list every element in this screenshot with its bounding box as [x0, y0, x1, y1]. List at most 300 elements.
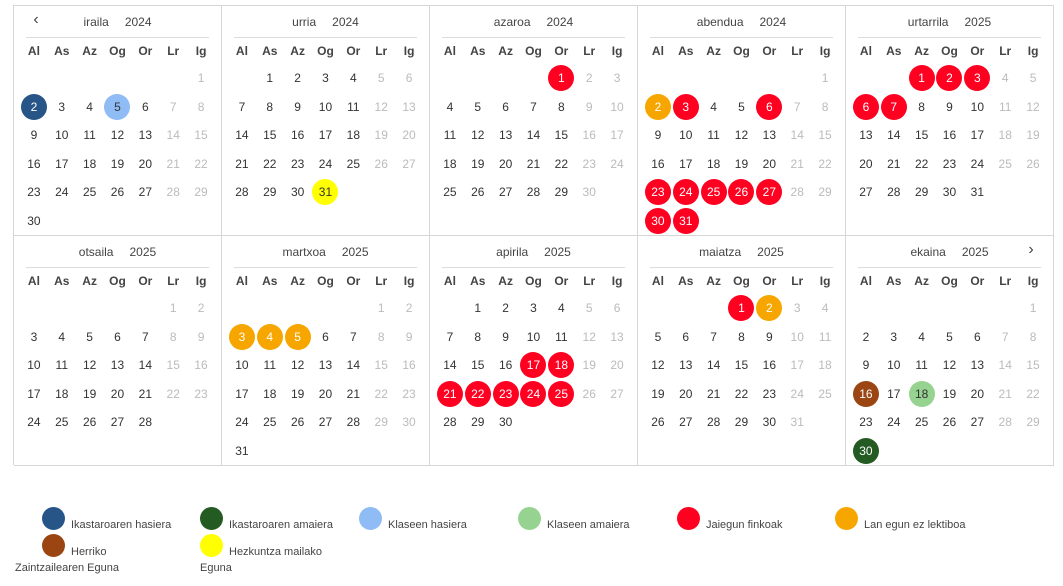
- day-cell[interactable]: [76, 351, 104, 380]
- day-cell[interactable]: [603, 351, 631, 380]
- day-cell[interactable]: [936, 380, 964, 409]
- day-cell[interactable]: [20, 380, 48, 409]
- day-cell[interactable]: [783, 93, 811, 122]
- day-cell[interactable]: [728, 150, 756, 179]
- day-cell[interactable]: [284, 408, 312, 437]
- day-cell[interactable]: [187, 121, 215, 150]
- day-cell[interactable]: [575, 64, 603, 93]
- day-cell[interactable]: [312, 408, 340, 437]
- day-cell[interactable]: [312, 323, 340, 352]
- day-cell[interactable]: [228, 351, 256, 380]
- day-cell[interactable]: [575, 294, 603, 323]
- day-cell[interactable]: [755, 93, 783, 122]
- day-cell[interactable]: [312, 121, 340, 150]
- day-cell[interactable]: [908, 121, 936, 150]
- day-cell[interactable]: [159, 93, 187, 122]
- day-cell[interactable]: [159, 178, 187, 207]
- day-cell[interactable]: [755, 294, 783, 323]
- day-cell[interactable]: [811, 64, 839, 93]
- day-cell[interactable]: [256, 93, 284, 122]
- day-cell[interactable]: [187, 150, 215, 179]
- day-cell[interactable]: [367, 323, 395, 352]
- day-cell[interactable]: [464, 294, 492, 323]
- day-cell[interactable]: [547, 121, 575, 150]
- day-cell[interactable]: [159, 323, 187, 352]
- day-cell[interactable]: [728, 323, 756, 352]
- day-cell[interactable]: [547, 380, 575, 409]
- day-cell[interactable]: [852, 178, 880, 207]
- day-cell[interactable]: [755, 150, 783, 179]
- day-cell[interactable]: [76, 150, 104, 179]
- day-cell[interactable]: [228, 150, 256, 179]
- day-cell[interactable]: [700, 323, 728, 352]
- day-cell[interactable]: [256, 178, 284, 207]
- day-cell[interactable]: [700, 408, 728, 437]
- day-cell[interactable]: [755, 351, 783, 380]
- day-cell[interactable]: [228, 380, 256, 409]
- day-cell[interactable]: [672, 178, 700, 207]
- day-cell[interactable]: [811, 294, 839, 323]
- day-cell[interactable]: [436, 323, 464, 352]
- day-cell[interactable]: [991, 408, 1019, 437]
- day-cell[interactable]: [104, 408, 132, 437]
- day-cell[interactable]: [131, 323, 159, 352]
- day-cell[interactable]: [936, 93, 964, 122]
- day-cell[interactable]: [755, 380, 783, 409]
- day-cell[interactable]: [547, 323, 575, 352]
- day-cell[interactable]: [991, 380, 1019, 409]
- day-cell[interactable]: [783, 408, 811, 437]
- day-cell[interactable]: [603, 323, 631, 352]
- day-cell[interactable]: [783, 380, 811, 409]
- day-cell[interactable]: [464, 178, 492, 207]
- day-cell[interactable]: [991, 64, 1019, 93]
- day-cell[interactable]: [852, 121, 880, 150]
- day-cell[interactable]: [464, 150, 492, 179]
- day-cell[interactable]: [436, 121, 464, 150]
- day-cell[interactable]: [284, 121, 312, 150]
- day-cell[interactable]: [963, 351, 991, 380]
- day-cell[interactable]: [395, 93, 423, 122]
- day-cell[interactable]: [131, 150, 159, 179]
- day-cell[interactable]: [520, 323, 548, 352]
- day-cell[interactable]: [395, 294, 423, 323]
- day-cell[interactable]: [436, 178, 464, 207]
- day-cell[interactable]: [436, 351, 464, 380]
- day-cell[interactable]: [880, 93, 908, 122]
- day-cell[interactable]: [312, 150, 340, 179]
- day-cell[interactable]: [228, 437, 256, 466]
- day-cell[interactable]: [644, 408, 672, 437]
- day-cell[interactable]: [104, 150, 132, 179]
- day-cell[interactable]: [131, 408, 159, 437]
- day-cell[interactable]: [783, 178, 811, 207]
- day-cell[interactable]: [284, 64, 312, 93]
- day-cell[interactable]: [520, 121, 548, 150]
- day-cell[interactable]: [159, 121, 187, 150]
- day-cell[interactable]: [908, 178, 936, 207]
- day-cell[interactable]: [367, 294, 395, 323]
- day-cell[interactable]: [520, 351, 548, 380]
- day-cell[interactable]: [644, 323, 672, 352]
- day-cell[interactable]: [436, 150, 464, 179]
- day-cell[interactable]: [520, 380, 548, 409]
- day-cell[interactable]: [395, 121, 423, 150]
- day-cell[interactable]: [492, 121, 520, 150]
- day-cell[interactable]: [575, 93, 603, 122]
- day-cell[interactable]: [963, 64, 991, 93]
- day-cell[interactable]: [395, 380, 423, 409]
- day-cell[interactable]: [783, 351, 811, 380]
- day-cell[interactable]: [963, 380, 991, 409]
- day-cell[interactable]: [104, 323, 132, 352]
- day-cell[interactable]: [936, 351, 964, 380]
- day-cell[interactable]: [547, 150, 575, 179]
- day-cell[interactable]: [644, 121, 672, 150]
- day-cell[interactable]: [963, 408, 991, 437]
- day-cell[interactable]: [728, 93, 756, 122]
- next-month-icon[interactable]: ›: [1028, 241, 1034, 258]
- day-cell[interactable]: [963, 178, 991, 207]
- day-cell[interactable]: [284, 93, 312, 122]
- day-cell[interactable]: [908, 64, 936, 93]
- day-cell[interactable]: [908, 150, 936, 179]
- day-cell[interactable]: [395, 323, 423, 352]
- day-cell[interactable]: [880, 323, 908, 352]
- day-cell[interactable]: [464, 93, 492, 122]
- day-cell[interactable]: [48, 150, 76, 179]
- day-cell[interactable]: [520, 178, 548, 207]
- day-cell[interactable]: [644, 178, 672, 207]
- day-cell[interactable]: [284, 380, 312, 409]
- day-cell[interactable]: [672, 323, 700, 352]
- day-cell[interactable]: [991, 93, 1019, 122]
- day-cell[interactable]: [367, 64, 395, 93]
- day-cell[interactable]: [339, 380, 367, 409]
- day-cell[interactable]: [783, 150, 811, 179]
- day-cell[interactable]: [880, 150, 908, 179]
- day-cell[interactable]: [672, 380, 700, 409]
- day-cell[interactable]: [48, 408, 76, 437]
- day-cell[interactable]: [1019, 380, 1047, 409]
- day-cell[interactable]: [644, 93, 672, 122]
- day-cell[interactable]: [339, 408, 367, 437]
- day-cell[interactable]: [159, 351, 187, 380]
- day-cell[interactable]: [339, 121, 367, 150]
- day-cell[interactable]: [852, 437, 880, 466]
- day-cell[interactable]: [20, 178, 48, 207]
- day-cell[interactable]: [20, 150, 48, 179]
- day-cell[interactable]: [284, 178, 312, 207]
- day-cell[interactable]: [728, 121, 756, 150]
- day-cell[interactable]: [936, 178, 964, 207]
- day-cell[interactable]: [603, 93, 631, 122]
- day-cell[interactable]: [728, 408, 756, 437]
- day-cell[interactable]: [159, 150, 187, 179]
- day-cell[interactable]: [367, 150, 395, 179]
- day-cell[interactable]: [395, 351, 423, 380]
- day-cell[interactable]: [880, 380, 908, 409]
- day-cell[interactable]: [811, 178, 839, 207]
- day-cell[interactable]: [464, 323, 492, 352]
- day-cell[interactable]: [880, 121, 908, 150]
- day-cell[interactable]: [547, 64, 575, 93]
- day-cell[interactable]: [104, 380, 132, 409]
- day-cell[interactable]: [783, 121, 811, 150]
- day-cell[interactable]: [1019, 93, 1047, 122]
- day-cell[interactable]: [575, 380, 603, 409]
- day-cell[interactable]: [187, 64, 215, 93]
- day-cell[interactable]: [991, 121, 1019, 150]
- day-cell[interactable]: [436, 408, 464, 437]
- day-cell[interactable]: [104, 178, 132, 207]
- day-cell[interactable]: [131, 380, 159, 409]
- day-cell[interactable]: [339, 150, 367, 179]
- day-cell[interactable]: [256, 351, 284, 380]
- day-cell[interactable]: [963, 150, 991, 179]
- day-cell[interactable]: [395, 408, 423, 437]
- day-cell[interactable]: [395, 64, 423, 93]
- day-cell[interactable]: [76, 408, 104, 437]
- day-cell[interactable]: [783, 323, 811, 352]
- day-cell[interactable]: [728, 294, 756, 323]
- day-cell[interactable]: [811, 93, 839, 122]
- day-cell[interactable]: [339, 351, 367, 380]
- day-cell[interactable]: [187, 178, 215, 207]
- day-cell[interactable]: [284, 150, 312, 179]
- day-cell[interactable]: [159, 294, 187, 323]
- day-cell[interactable]: [228, 93, 256, 122]
- day-cell[interactable]: [852, 150, 880, 179]
- day-cell[interactable]: [20, 408, 48, 437]
- day-cell[interactable]: [131, 121, 159, 150]
- day-cell[interactable]: [908, 351, 936, 380]
- day-cell[interactable]: [908, 93, 936, 122]
- day-cell[interactable]: [228, 408, 256, 437]
- day-cell[interactable]: [187, 294, 215, 323]
- day-cell[interactable]: [991, 351, 1019, 380]
- day-cell[interactable]: [575, 150, 603, 179]
- day-cell[interactable]: [76, 323, 104, 352]
- day-cell[interactable]: [367, 351, 395, 380]
- day-cell[interactable]: [312, 93, 340, 122]
- day-cell[interactable]: [991, 323, 1019, 352]
- day-cell[interactable]: [575, 121, 603, 150]
- day-cell[interactable]: [755, 323, 783, 352]
- day-cell[interactable]: [852, 323, 880, 352]
- day-cell[interactable]: [963, 323, 991, 352]
- day-cell[interactable]: [852, 408, 880, 437]
- day-cell[interactable]: [436, 93, 464, 122]
- day-cell[interactable]: [644, 380, 672, 409]
- day-cell[interactable]: [187, 323, 215, 352]
- day-cell[interactable]: [48, 351, 76, 380]
- day-cell[interactable]: [492, 294, 520, 323]
- day-cell[interactable]: [131, 178, 159, 207]
- day-cell[interactable]: [1019, 408, 1047, 437]
- day-cell[interactable]: [312, 351, 340, 380]
- day-cell[interactable]: [603, 64, 631, 93]
- day-cell[interactable]: [644, 207, 672, 236]
- day-cell[interactable]: [492, 351, 520, 380]
- day-cell[interactable]: [603, 121, 631, 150]
- day-cell[interactable]: [963, 93, 991, 122]
- day-cell[interactable]: [312, 380, 340, 409]
- day-cell[interactable]: [76, 121, 104, 150]
- day-cell[interactable]: [492, 323, 520, 352]
- day-cell[interactable]: [852, 93, 880, 122]
- day-cell[interactable]: [48, 93, 76, 122]
- day-cell[interactable]: [603, 380, 631, 409]
- day-cell[interactable]: [76, 178, 104, 207]
- day-cell[interactable]: [811, 351, 839, 380]
- day-cell[interactable]: [936, 408, 964, 437]
- day-cell[interactable]: [575, 351, 603, 380]
- day-cell[interactable]: [367, 408, 395, 437]
- day-cell[interactable]: [811, 380, 839, 409]
- day-cell[interactable]: [547, 93, 575, 122]
- day-cell[interactable]: [436, 380, 464, 409]
- day-cell[interactable]: [228, 121, 256, 150]
- day-cell[interactable]: [811, 323, 839, 352]
- day-cell[interactable]: [880, 178, 908, 207]
- day-cell[interactable]: [20, 351, 48, 380]
- day-cell[interactable]: [880, 351, 908, 380]
- day-cell[interactable]: [48, 178, 76, 207]
- day-cell[interactable]: [104, 351, 132, 380]
- day-cell[interactable]: [728, 351, 756, 380]
- day-cell[interactable]: [76, 93, 104, 122]
- day-cell[interactable]: [464, 121, 492, 150]
- day-cell[interactable]: [520, 93, 548, 122]
- day-cell[interactable]: [187, 351, 215, 380]
- day-cell[interactable]: [755, 408, 783, 437]
- day-cell[interactable]: [48, 121, 76, 150]
- day-cell[interactable]: [700, 178, 728, 207]
- day-cell[interactable]: [547, 178, 575, 207]
- day-cell[interactable]: [104, 93, 132, 122]
- day-cell[interactable]: [20, 121, 48, 150]
- day-cell[interactable]: [755, 178, 783, 207]
- day-cell[interactable]: [256, 323, 284, 352]
- day-cell[interactable]: [547, 294, 575, 323]
- day-cell[interactable]: [312, 178, 340, 207]
- day-cell[interactable]: [852, 380, 880, 409]
- day-cell[interactable]: [547, 351, 575, 380]
- day-cell[interactable]: [312, 64, 340, 93]
- day-cell[interactable]: [811, 150, 839, 179]
- day-cell[interactable]: [492, 408, 520, 437]
- day-cell[interactable]: [131, 351, 159, 380]
- day-cell[interactable]: [963, 121, 991, 150]
- day-cell[interactable]: [464, 351, 492, 380]
- day-cell[interactable]: [936, 121, 964, 150]
- day-cell[interactable]: [520, 294, 548, 323]
- day-cell[interactable]: [339, 64, 367, 93]
- day-cell[interactable]: [520, 150, 548, 179]
- day-cell[interactable]: [228, 323, 256, 352]
- day-cell[interactable]: [256, 150, 284, 179]
- day-cell[interactable]: [936, 323, 964, 352]
- day-cell[interactable]: [783, 294, 811, 323]
- day-cell[interactable]: [880, 408, 908, 437]
- day-cell[interactable]: [908, 323, 936, 352]
- day-cell[interactable]: [728, 380, 756, 409]
- day-cell[interactable]: [811, 121, 839, 150]
- day-cell[interactable]: [575, 178, 603, 207]
- day-cell[interactable]: [700, 351, 728, 380]
- day-cell[interactable]: [339, 93, 367, 122]
- day-cell[interactable]: [492, 380, 520, 409]
- day-cell[interactable]: [256, 64, 284, 93]
- day-cell[interactable]: [256, 408, 284, 437]
- day-cell[interactable]: [1019, 64, 1047, 93]
- day-cell[interactable]: [395, 150, 423, 179]
- day-cell[interactable]: [367, 380, 395, 409]
- day-cell[interactable]: [256, 121, 284, 150]
- day-cell[interactable]: [603, 150, 631, 179]
- day-cell[interactable]: [104, 121, 132, 150]
- day-cell[interactable]: [187, 93, 215, 122]
- day-cell[interactable]: [936, 64, 964, 93]
- day-cell[interactable]: [464, 380, 492, 409]
- day-cell[interactable]: [1019, 323, 1047, 352]
- day-cell[interactable]: [1019, 150, 1047, 179]
- day-cell[interactable]: [339, 323, 367, 352]
- day-cell[interactable]: [256, 380, 284, 409]
- day-cell[interactable]: [48, 380, 76, 409]
- day-cell[interactable]: [728, 178, 756, 207]
- day-cell[interactable]: [131, 93, 159, 122]
- day-cell[interactable]: [284, 351, 312, 380]
- day-cell[interactable]: [20, 207, 48, 236]
- day-cell[interactable]: [20, 323, 48, 352]
- day-cell[interactable]: [672, 207, 700, 236]
- day-cell[interactable]: [492, 178, 520, 207]
- day-cell[interactable]: [672, 150, 700, 179]
- day-cell[interactable]: [603, 294, 631, 323]
- day-cell[interactable]: [575, 323, 603, 352]
- day-cell[interactable]: [672, 408, 700, 437]
- day-cell[interactable]: [1019, 294, 1047, 323]
- day-cell[interactable]: [672, 351, 700, 380]
- day-cell[interactable]: [908, 380, 936, 409]
- day-cell[interactable]: [700, 380, 728, 409]
- day-cell[interactable]: [700, 121, 728, 150]
- day-cell[interactable]: [76, 380, 104, 409]
- day-cell[interactable]: [755, 121, 783, 150]
- day-cell[interactable]: [991, 150, 1019, 179]
- day-cell[interactable]: [672, 121, 700, 150]
- day-cell[interactable]: [700, 93, 728, 122]
- day-cell[interactable]: [159, 380, 187, 409]
- day-cell[interactable]: [1019, 351, 1047, 380]
- day-cell[interactable]: [20, 93, 48, 122]
- day-cell[interactable]: [644, 351, 672, 380]
- day-cell[interactable]: [48, 323, 76, 352]
- day-cell[interactable]: [700, 150, 728, 179]
- day-cell[interactable]: [367, 121, 395, 150]
- day-cell[interactable]: [936, 150, 964, 179]
- day-cell[interactable]: [492, 93, 520, 122]
- day-cell[interactable]: [852, 351, 880, 380]
- day-cell[interactable]: [187, 380, 215, 409]
- day-cell[interactable]: [492, 150, 520, 179]
- day-cell[interactable]: [908, 408, 936, 437]
- prev-month-icon[interactable]: ‹: [33, 11, 39, 28]
- day-cell[interactable]: [672, 93, 700, 122]
- day-cell[interactable]: [464, 408, 492, 437]
